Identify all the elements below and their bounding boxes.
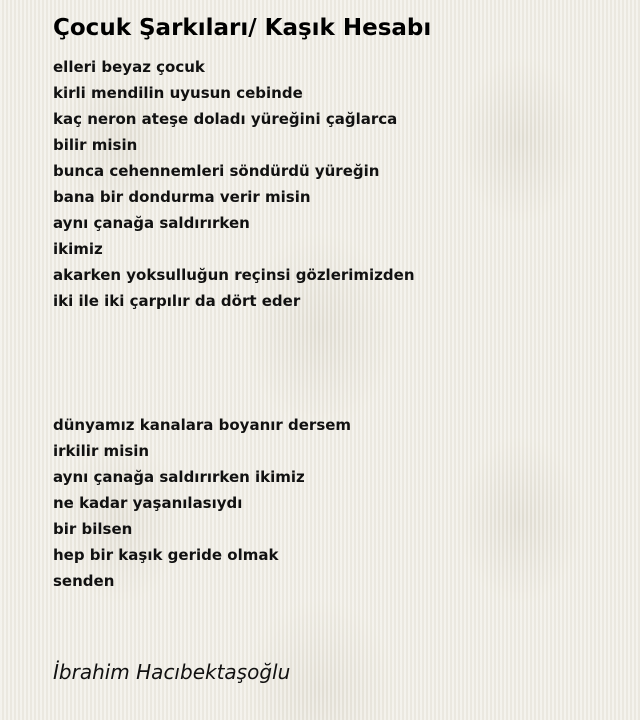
poem-line: ikimiz: [53, 240, 103, 258]
poet-name: İbrahim Hacıbektaşoğlu: [53, 660, 291, 684]
poem-line: hep bir kaşık geride olmak: [53, 546, 279, 564]
poem-line: aynı çanağa saldırırken: [53, 214, 250, 232]
poem-line: iki ile iki çarpılır da dört eder: [53, 292, 301, 310]
stanza-1: [53, 54, 415, 314]
poem-line: bilir misin: [53, 136, 138, 154]
poem-line: bir bilsen: [53, 520, 133, 538]
poem-line: kirli mendilin uyusun cebinde: [53, 84, 303, 102]
poem-line: bana bir dondurma verir misin: [53, 188, 311, 206]
poem-line: kaç neron ateşe doladı yüreğini çağlarca: [53, 110, 398, 128]
stanza-2: [53, 412, 351, 594]
poem-line: elleri beyaz çocuk: [53, 58, 205, 76]
poem-line: dünyamız kanalara boyanır dersem: [53, 416, 352, 434]
poem-line: bunca cehennemleri söndürdü yüreğin: [53, 162, 380, 180]
poem-line: ne kadar yaşanılasıydı: [53, 494, 243, 512]
poem-line: aynı çanağa saldırırken ikimiz: [53, 468, 305, 486]
poem-line: akarken yoksulluğun reçinsi gözlerimizden: [53, 266, 415, 284]
poem-line: irkilir misin: [53, 442, 150, 460]
poem-title: Çocuk Şarkıları/ Kaşık Hesabı: [53, 15, 432, 41]
poem-line: senden: [53, 572, 115, 590]
